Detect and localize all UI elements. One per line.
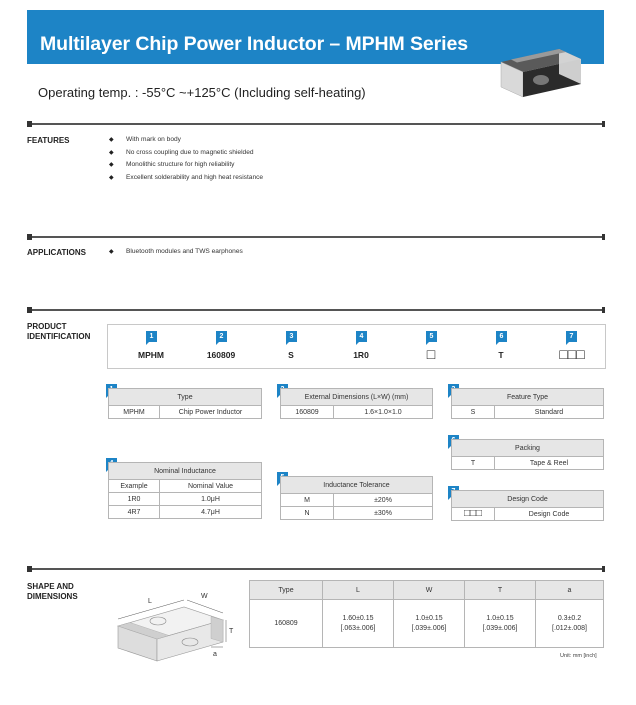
design-code-table: Design Code □□□ Design Code: [451, 490, 604, 521]
badge-6: 6: [496, 331, 507, 342]
label-T: T: [229, 628, 234, 635]
type-table: Type MPHM Chip Power Inductor: [108, 388, 262, 419]
product-identification-label: PRODUCT IDENTIFICATION: [27, 322, 91, 341]
bullet-icon: ◆: [109, 174, 114, 181]
table-header-row: Example Nominal Value: [109, 480, 262, 493]
table-row: 1R0 1.0μH: [109, 493, 262, 506]
page-title: Multilayer Chip Power Inductor – MPHM Series: [40, 33, 468, 55]
table-row: S Standard: [452, 406, 604, 419]
list-item: ◆ Excellent solderability and high heat resistance: [109, 172, 263, 185]
table-row: □□□ Design Code: [452, 508, 604, 521]
code-tolerance: □: [426, 346, 436, 362]
table-row: T Tape & Reel: [452, 457, 604, 470]
section-divider: [28, 309, 604, 311]
section-divider: [28, 568, 604, 570]
table-header-row: Type L W T a: [250, 581, 604, 600]
feature-type-table: Feature Type S Standard: [451, 388, 604, 419]
badge-5: 5: [426, 331, 437, 342]
table-row: MPHM Chip Power Inductor: [109, 406, 262, 419]
bullet-icon: ◆: [109, 149, 114, 156]
section-divider: [28, 236, 604, 238]
packing-table: Packing T Tape & Reel: [451, 439, 604, 470]
table-row: 4R7 4.7μH: [109, 506, 262, 519]
dimensions-table: External Dimensions (L×W) (mm) 160809 1.6×1.0×1.0: [280, 388, 433, 419]
operating-temp: Operating temp. : -55°C ~+125°C (Including self-heating): [38, 85, 366, 100]
applications-label: APPLICATIONS: [27, 248, 86, 257]
list-item: ◆ Bluetooth modules and TWS earphones: [109, 246, 243, 259]
bullet-icon: ◆: [109, 162, 114, 168]
badge-7: 7: [566, 331, 577, 342]
table-row: 160809 1.60±0.15 [.063±.006] 1.0±0.15 [.039±.006] 1.0±0.15 [.039±.006] 0.3±0.2 [.012±.008]: [250, 600, 604, 648]
chip-dimension-diagram: [108, 583, 243, 663]
list-item: ◆ No cross coupling due to magnetic shielded: [109, 147, 263, 160]
inductance-tolerance-table: Inductance Tolerance M ±20% N ±30%: [280, 476, 433, 520]
badge-4: 4: [356, 331, 367, 342]
list-item: ◆ With mark on body: [109, 134, 263, 147]
nominal-inductance-table: Nominal Inductance Example Nominal Value 1R0 1.0μH 4R7 4.7μH: [108, 462, 262, 519]
shape-dimensions-label: SHAPE AND DIMENSIONS: [27, 582, 78, 601]
label-L: L: [148, 598, 152, 605]
code-feature: S: [288, 350, 294, 360]
code-series: MPHM: [138, 350, 164, 360]
inductor-chip-image: [495, 42, 585, 102]
table-row: M ±20%: [281, 494, 433, 507]
section-divider: [28, 123, 604, 125]
code-packing: T: [498, 350, 504, 360]
badge-3: 3: [286, 331, 297, 342]
list-item: ◆ Monolithic structure for high reliability: [109, 159, 263, 172]
code-design: □□□: [559, 346, 585, 362]
bullet-icon: ◆: [109, 137, 114, 143]
table-row: N ±30%: [281, 507, 433, 520]
code-inductance: 1R0: [353, 350, 369, 360]
applications-list: [109, 246, 243, 259]
bullet-icon: ◆: [109, 249, 114, 255]
features-label: FEATURES: [27, 136, 70, 145]
dimensions-spec-table: [249, 580, 604, 648]
features-list: [109, 134, 263, 184]
badge-1: 1: [146, 331, 157, 342]
badge-2: 2: [216, 331, 227, 342]
label-W: W: [201, 593, 208, 600]
code-dimensions: 160809: [206, 350, 236, 360]
unit-note: Unit: mm [inch]: [560, 653, 597, 659]
label-a: a: [213, 651, 217, 658]
table-row: 160809 1.6×1.0×1.0: [281, 406, 433, 419]
